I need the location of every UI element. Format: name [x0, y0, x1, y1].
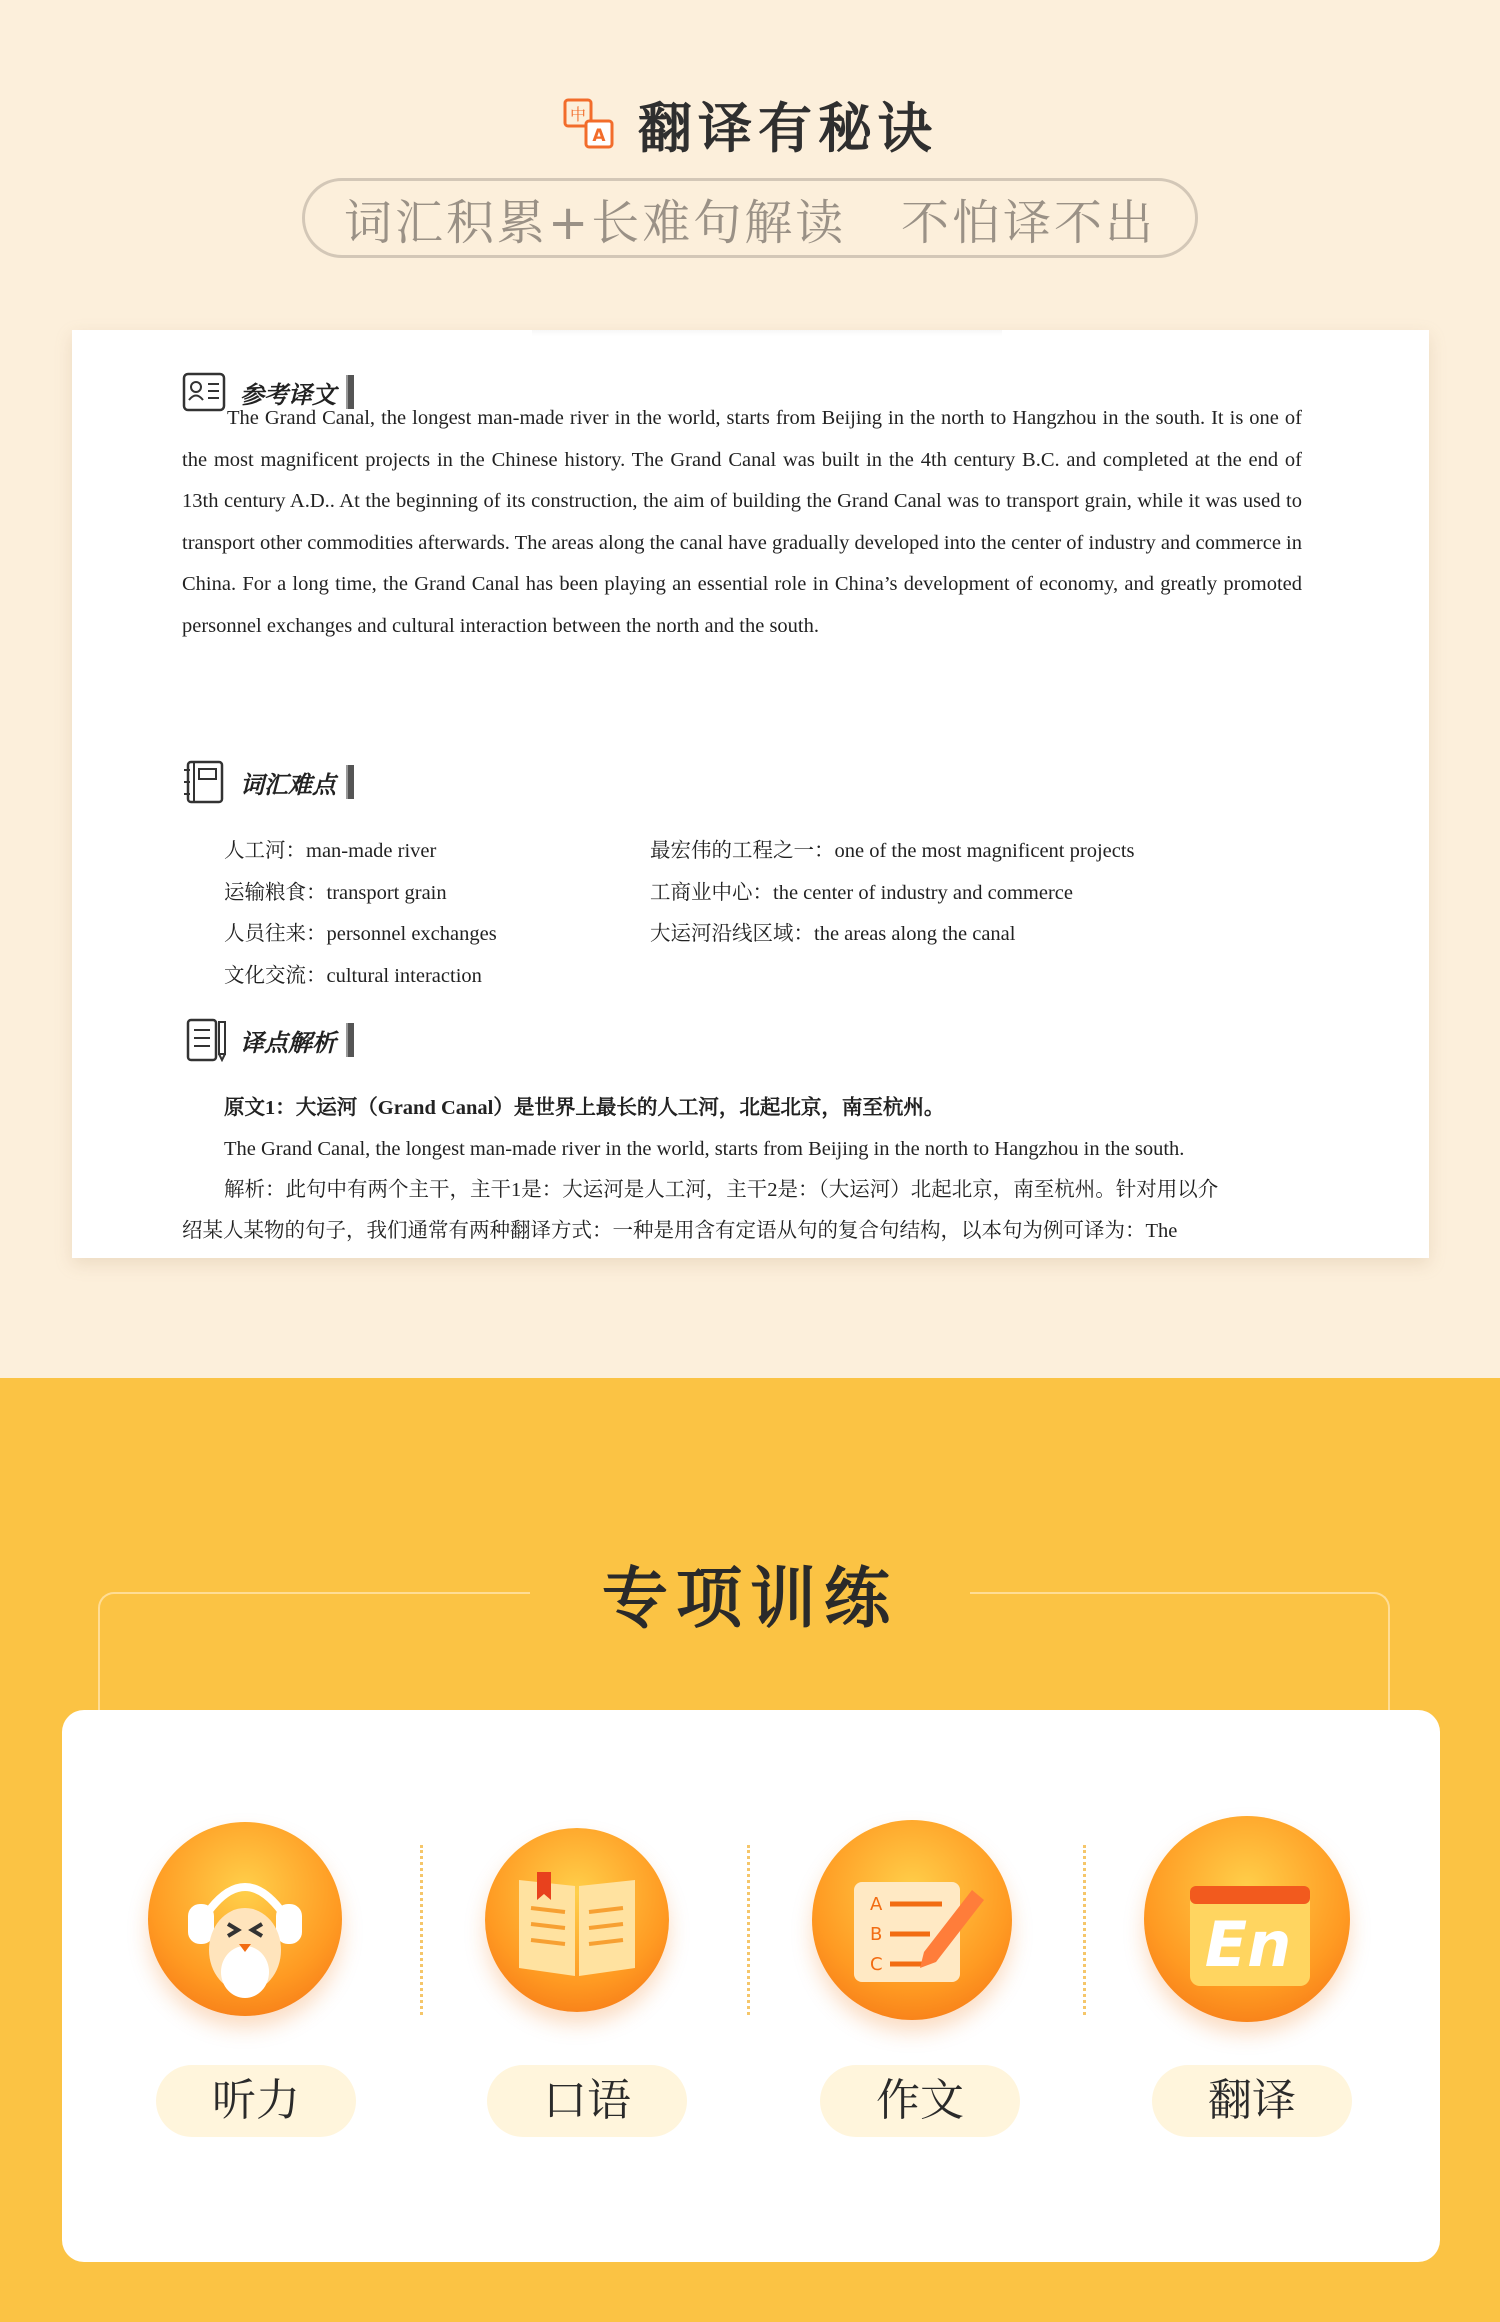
analysis-note-line2: 绍某人某物的句子，我们通常有两种翻译方式：一种是用含有定语从句的复合句结构，以本句为例可译为：The	[182, 1220, 1178, 1242]
vocab-item: 大运河沿线区域：the areas along the canal	[650, 923, 1016, 945]
notepad-pen-icon	[182, 1018, 228, 1062]
training-item-writing[interactable]	[790, 1822, 1030, 2132]
vocab-item: 运输粮食：transport grain	[224, 881, 447, 904]
svg-text:A: A	[870, 1894, 883, 1915]
vocab-item: 人员往来：personnel exchanges	[224, 923, 497, 945]
title-row	[0, 88, 1500, 160]
section-title: 参考译文	[240, 379, 336, 409]
analysis-translation: The Grand Canal, the longest man-made river in the world, starts from Beijing in the north to Hangzhou in the south.	[224, 1138, 1185, 1160]
training-label: 听力	[156, 2065, 356, 2137]
svg-text:C: C	[870, 1954, 883, 1975]
vocab-list-left	[224, 831, 497, 997]
training-label: 口语	[487, 2065, 687, 2137]
headphones-bird-icon	[148, 1822, 342, 2016]
section-title: 词汇难点	[240, 769, 336, 799]
analysis-source: 原文1：大运河（Grand Canal）是世界上最长的人工河，北起北京，南至杭州。	[224, 1097, 945, 1119]
svg-text:A: A	[592, 126, 606, 146]
section-bar	[346, 765, 354, 799]
training-title: 专项训练	[602, 1560, 898, 1637]
en-translate-icon	[1144, 1816, 1350, 2022]
svg-text:中: 中	[569, 105, 587, 124]
vocab-item: 工商业中心：the center of industry and commerce	[650, 881, 1073, 904]
vocab-item: 最宏伟的工程之一：one of the most magnificent projects	[650, 840, 1135, 862]
svg-text:B: B	[870, 1924, 883, 1945]
section-header-vocab	[182, 760, 354, 804]
training-item-translation[interactable]	[1130, 1822, 1370, 2132]
section-bar	[346, 1023, 354, 1057]
section-header-analysis	[182, 1018, 354, 1062]
divider	[420, 1845, 423, 2015]
vocab-item: 人工河：man-made river	[224, 840, 437, 862]
divider	[1083, 1845, 1086, 2015]
page-title: 翻译有秘诀	[638, 96, 938, 160]
reference-translation: The Grand Canal, the longest man-made river in the world, starts from Beijing in the north to Hangzhou in the south. It is one of the most magnificent projects in the Chinese history. The Grand Canal was built in the 4th century B.C. and completed at the end of 13th century A.D.. At the beginning of its construction, the aim of building the Grand Canal was to transport grain, while it was used to transport other commodities afterwards. The areas along the canal have gradually developed into the center of industry and commerce in China. For a long time, the Grand Canal has been playing an essential role in China’s development of economy, and greatly promoted personnel exchanges and cultural interaction between the north and the south.	[182, 407, 1302, 637]
section-title: 译点解析	[240, 1027, 336, 1057]
notebook-icon	[182, 760, 228, 804]
training-item-listening[interactable]	[144, 1822, 384, 2132]
training-item-speaking[interactable]	[469, 1822, 709, 2132]
document-preview	[72, 330, 1429, 1258]
training-label: 翻译	[1152, 2065, 1352, 2137]
abc-writing-icon	[812, 1820, 1012, 2020]
cut-off-line	[532, 330, 1002, 336]
vocab-item: 文化交流：cultural interaction	[224, 964, 482, 987]
training-label: 作文	[820, 2065, 1020, 2137]
divider	[747, 1845, 750, 2015]
subtitle-pill	[302, 178, 1198, 258]
svg-text:En: En	[1204, 1908, 1292, 1981]
analysis-note-line1: 解析：此句中有两个主干，主干1是：大运河是人工河，主干2是：（大运河）北起北京，南至杭州。针对用以介	[224, 1179, 1219, 1201]
subtitle: 词汇积累+长难句解读 不怕译不出	[344, 194, 1156, 251]
open-book-icon	[485, 1828, 669, 2012]
vocab-list-right	[650, 831, 1135, 956]
translate-icon	[562, 97, 616, 151]
